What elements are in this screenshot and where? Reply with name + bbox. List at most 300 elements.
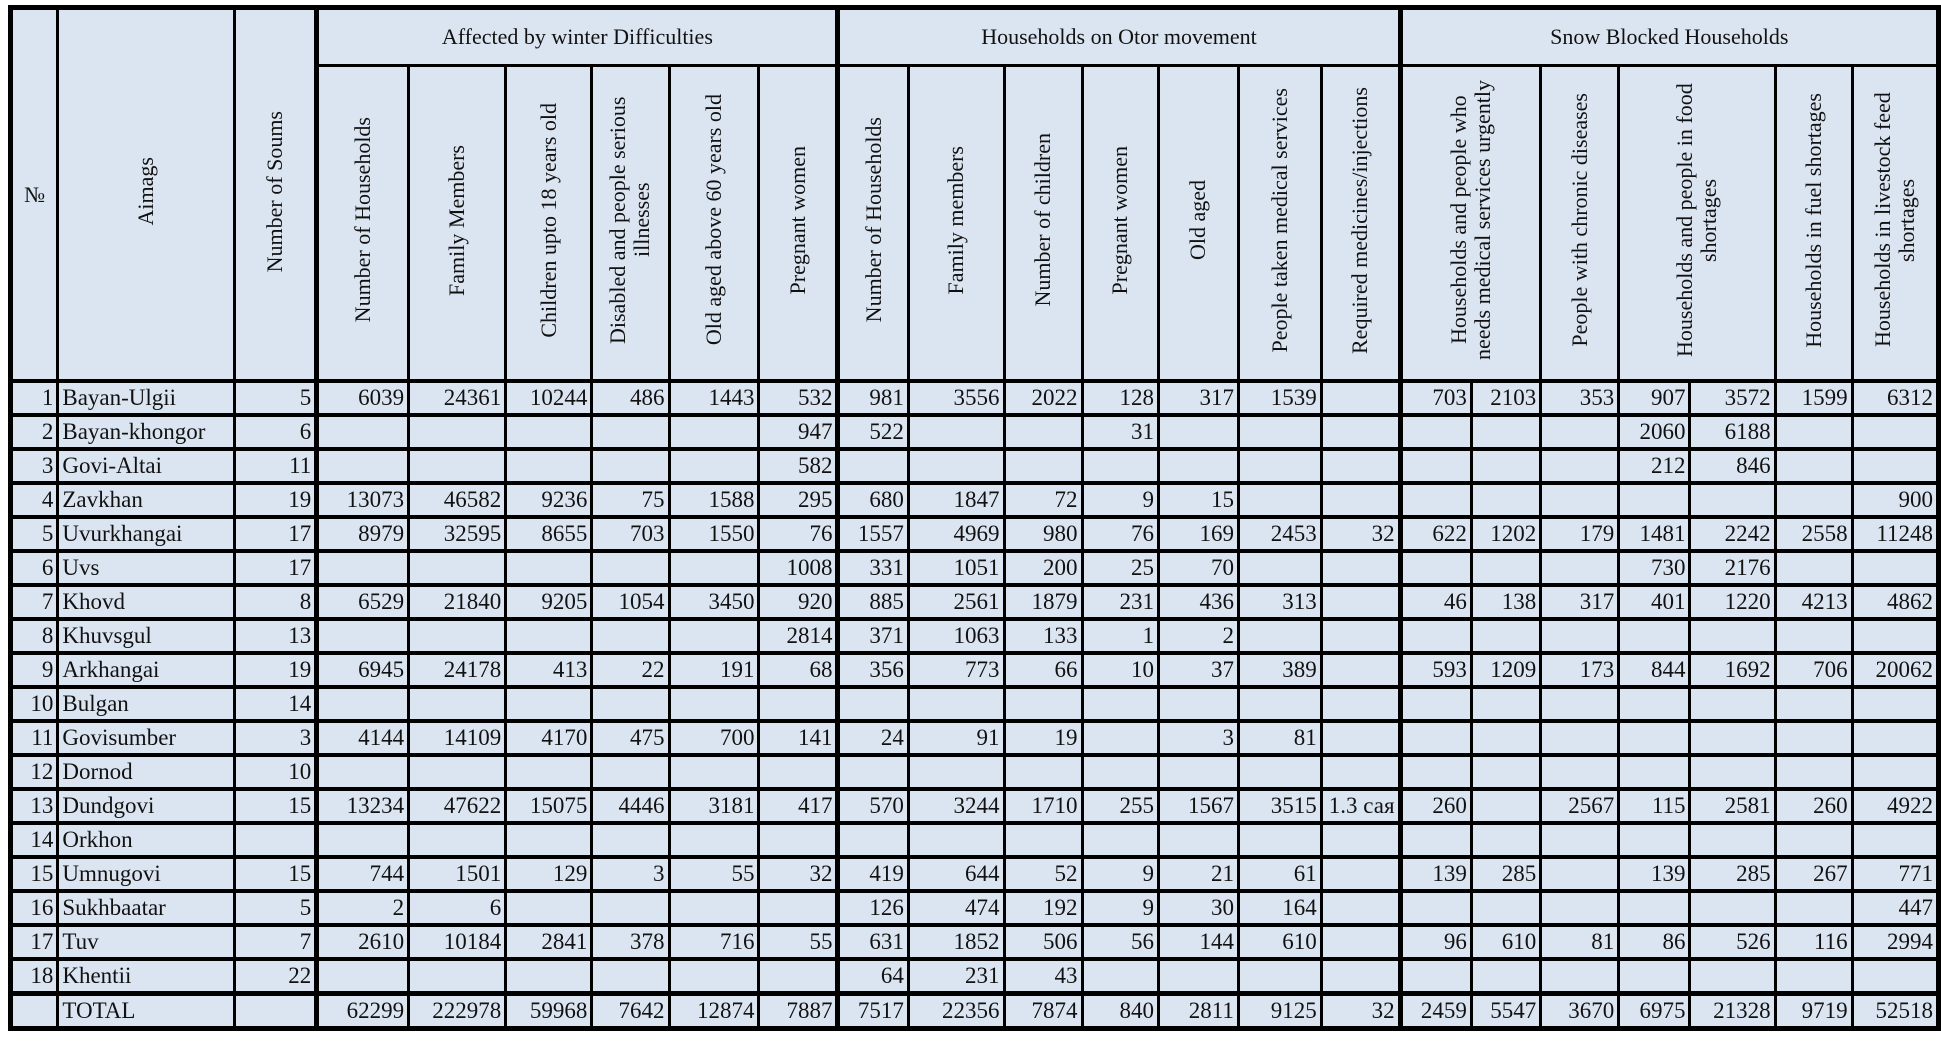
table-cell: 1847 bbox=[908, 483, 1004, 517]
table-cell: 192 bbox=[1004, 891, 1082, 925]
table-cell bbox=[1238, 619, 1321, 653]
table-cell: 1692 bbox=[1690, 653, 1775, 687]
table-cell bbox=[1541, 619, 1619, 653]
table-cell: 593 bbox=[1400, 653, 1471, 687]
table-cell: 2994 bbox=[1852, 925, 1938, 959]
table-cell bbox=[1775, 721, 1852, 755]
table-cell: 401 bbox=[1619, 585, 1690, 619]
table-cell bbox=[1690, 959, 1775, 994]
table-cell bbox=[409, 551, 506, 585]
table-cell bbox=[1471, 483, 1540, 517]
table-cell: 12874 bbox=[669, 994, 759, 1029]
header-affected-disabled: Disabled and people serious illnesses bbox=[592, 66, 669, 382]
table-cell: 631 bbox=[838, 925, 908, 959]
table-cell: 19 bbox=[235, 653, 317, 687]
table-cell bbox=[1321, 551, 1400, 585]
table-cell: 610 bbox=[1471, 925, 1540, 959]
table-cell: 1539 bbox=[1238, 381, 1321, 415]
table-cell: 15 bbox=[235, 857, 317, 891]
table-cell: 64 bbox=[838, 959, 908, 994]
table-cell: 22 bbox=[592, 653, 669, 687]
table-cell: 76 bbox=[759, 517, 838, 551]
table-cell: 21 bbox=[1159, 857, 1239, 891]
table-cell: 4922 bbox=[1852, 789, 1938, 823]
aimag-name: TOTAL bbox=[58, 994, 235, 1029]
table-cell: 8979 bbox=[317, 517, 409, 551]
table-cell: 96 bbox=[1400, 925, 1471, 959]
table-cell bbox=[1159, 687, 1239, 721]
table-cell bbox=[1541, 551, 1619, 585]
table-cell bbox=[317, 755, 409, 789]
table-cell: 3670 bbox=[1541, 994, 1619, 1029]
table-cell bbox=[1471, 449, 1540, 483]
table-cell bbox=[1321, 619, 1400, 653]
header-snow-fuel: Households in fuel shortages bbox=[1775, 66, 1852, 382]
table-cell: 9205 bbox=[506, 585, 592, 619]
header-affected-old: Old aged above 60 years old bbox=[669, 66, 759, 382]
row-number: 3 bbox=[11, 449, 58, 483]
table-cell bbox=[1775, 687, 1852, 721]
table-cell: 1852 bbox=[908, 925, 1004, 959]
table-cell: 5 bbox=[235, 891, 317, 925]
header-affected-family: Family Members bbox=[409, 66, 506, 382]
table-cell: 37 bbox=[1159, 653, 1239, 687]
table-cell: 506 bbox=[1004, 925, 1082, 959]
table-cell bbox=[409, 415, 506, 449]
table-cell bbox=[1321, 687, 1400, 721]
table-cell: 3572 bbox=[1690, 381, 1775, 415]
table-cell bbox=[1400, 415, 1471, 449]
table-cell: 19 bbox=[235, 483, 317, 517]
table-cell bbox=[669, 755, 759, 789]
header-otor-old: Old aged bbox=[1159, 66, 1239, 382]
table-cell: 19 bbox=[1004, 721, 1082, 755]
table-cell bbox=[1852, 959, 1938, 994]
table-cell: 1879 bbox=[1004, 585, 1082, 619]
table-cell bbox=[1004, 415, 1082, 449]
table-cell bbox=[1400, 959, 1471, 994]
table-cell: 417 bbox=[759, 789, 838, 823]
row-number: 11 bbox=[11, 721, 58, 755]
table-cell bbox=[1619, 755, 1690, 789]
table-cell: 1.3 сая bbox=[1321, 789, 1400, 823]
table-cell bbox=[1400, 551, 1471, 585]
table-cell: 10244 bbox=[506, 381, 592, 415]
table-cell bbox=[592, 687, 669, 721]
table-cell: 52518 bbox=[1852, 994, 1938, 1029]
table-cell: 13234 bbox=[317, 789, 409, 823]
table-row bbox=[11, 687, 1939, 721]
table-cell bbox=[1321, 755, 1400, 789]
table-cell: 10184 bbox=[409, 925, 506, 959]
table-cell bbox=[1159, 415, 1239, 449]
total-row bbox=[11, 994, 1939, 1029]
table-cell bbox=[1082, 721, 1159, 755]
table-cell bbox=[908, 415, 1004, 449]
table-cell bbox=[1400, 483, 1471, 517]
table-cell: 9 bbox=[1082, 891, 1159, 925]
table-cell: 5 bbox=[235, 381, 317, 415]
table-cell: 4446 bbox=[592, 789, 669, 823]
table-cell: 17 bbox=[235, 551, 317, 585]
table-cell bbox=[1004, 823, 1082, 857]
table-cell: 2567 bbox=[1541, 789, 1619, 823]
table-cell: 353 bbox=[1541, 381, 1619, 415]
table-cell: 141 bbox=[759, 721, 838, 755]
table-cell: 582 bbox=[759, 449, 838, 483]
table-cell: 70 bbox=[1159, 551, 1239, 585]
row-number: 2 bbox=[11, 415, 58, 449]
table-cell: 3450 bbox=[669, 585, 759, 619]
header-otor-medical: People taken medical services bbox=[1238, 66, 1321, 382]
table-cell bbox=[1321, 891, 1400, 925]
table-cell: 3 bbox=[592, 857, 669, 891]
header-affected-children: Children upto 18 years old bbox=[506, 66, 592, 382]
table-cell: 260 bbox=[1400, 789, 1471, 823]
table-cell bbox=[1400, 721, 1471, 755]
table-cell bbox=[1541, 483, 1619, 517]
table-cell: 43 bbox=[1004, 959, 1082, 994]
table-cell bbox=[759, 755, 838, 789]
table-cell bbox=[317, 415, 409, 449]
table-row bbox=[11, 619, 1939, 653]
header-snow-chronic: People with chronic diseases bbox=[1541, 66, 1619, 382]
table-cell: 419 bbox=[838, 857, 908, 891]
table-cell: 24 bbox=[838, 721, 908, 755]
table-row bbox=[11, 721, 1939, 755]
aimag-name: Dundgovi bbox=[58, 789, 235, 823]
table-cell bbox=[1321, 721, 1400, 755]
row-number: 15 bbox=[11, 857, 58, 891]
table-cell bbox=[1541, 959, 1619, 994]
header-affected-pregnant: Pregnant women bbox=[759, 66, 838, 382]
table-cell bbox=[1471, 755, 1540, 789]
table-cell bbox=[908, 755, 1004, 789]
row-number: 8 bbox=[11, 619, 58, 653]
header-no: № bbox=[11, 8, 58, 382]
table-cell: 212 bbox=[1619, 449, 1690, 483]
table-cell: 169 bbox=[1159, 517, 1239, 551]
table-cell: 21840 bbox=[409, 585, 506, 619]
table-cell: 76 bbox=[1082, 517, 1159, 551]
table-cell bbox=[1619, 483, 1690, 517]
table-cell: 15075 bbox=[506, 789, 592, 823]
aimag-name: Khovd bbox=[58, 585, 235, 619]
table-cell: 129 bbox=[506, 857, 592, 891]
table-cell: 22 bbox=[235, 959, 317, 994]
table-cell: 6188 bbox=[1690, 415, 1775, 449]
table-cell bbox=[1690, 619, 1775, 653]
table-cell: 200 bbox=[1004, 551, 1082, 585]
table-cell: 8 bbox=[235, 585, 317, 619]
table-row bbox=[11, 755, 1939, 789]
table-cell: 25 bbox=[1082, 551, 1159, 585]
table-cell bbox=[1471, 891, 1540, 925]
table-cell bbox=[908, 823, 1004, 857]
row-number bbox=[11, 994, 58, 1029]
table-cell: 7517 bbox=[838, 994, 908, 1029]
table-cell: 11248 bbox=[1852, 517, 1938, 551]
table-cell: 475 bbox=[592, 721, 669, 755]
header-otor-pregnant: Pregnant women bbox=[1082, 66, 1159, 382]
table-cell bbox=[908, 449, 1004, 483]
table-cell bbox=[1541, 721, 1619, 755]
table-cell bbox=[669, 619, 759, 653]
table-row bbox=[11, 959, 1939, 994]
table-cell bbox=[1321, 653, 1400, 687]
table-cell bbox=[1541, 857, 1619, 891]
table-cell: 1567 bbox=[1159, 789, 1239, 823]
aimag-name: Bayan-khongor bbox=[58, 415, 235, 449]
table-cell: 6945 bbox=[317, 653, 409, 687]
table-cell bbox=[1852, 619, 1938, 653]
table-cell bbox=[1159, 449, 1239, 483]
table-cell: 610 bbox=[1238, 925, 1321, 959]
table-cell: 730 bbox=[1619, 551, 1690, 585]
table-cell bbox=[1321, 381, 1400, 415]
table-cell bbox=[1852, 755, 1938, 789]
table-cell: 6 bbox=[409, 891, 506, 925]
table-cell: 260 bbox=[1775, 789, 1852, 823]
table-cell bbox=[317, 619, 409, 653]
table-cell: 5547 bbox=[1471, 994, 1540, 1029]
table-cell bbox=[1400, 687, 1471, 721]
table-cell bbox=[669, 449, 759, 483]
table-cell bbox=[1619, 823, 1690, 857]
table-cell bbox=[1619, 687, 1690, 721]
row-number: 9 bbox=[11, 653, 58, 687]
table-cell bbox=[1775, 959, 1852, 994]
table-cell bbox=[409, 755, 506, 789]
table-cell: 1501 bbox=[409, 857, 506, 891]
aimag-name: Zavkhan bbox=[58, 483, 235, 517]
table-cell bbox=[759, 687, 838, 721]
table-cell: 981 bbox=[838, 381, 908, 415]
table-cell: 20062 bbox=[1852, 653, 1938, 687]
table-cell: 532 bbox=[759, 381, 838, 415]
table-cell bbox=[1238, 823, 1321, 857]
table-cell: 8655 bbox=[506, 517, 592, 551]
table-cell bbox=[506, 551, 592, 585]
table-cell bbox=[1321, 483, 1400, 517]
table-cell: 703 bbox=[592, 517, 669, 551]
table-cell: 128 bbox=[1082, 381, 1159, 415]
table-cell bbox=[1159, 755, 1239, 789]
table-cell: 773 bbox=[908, 653, 1004, 687]
table-cell bbox=[1541, 687, 1619, 721]
table-cell: 22356 bbox=[908, 994, 1004, 1029]
table-cell bbox=[1471, 415, 1540, 449]
table-cell: 61 bbox=[1238, 857, 1321, 891]
table-cell bbox=[1541, 415, 1619, 449]
table-cell: 947 bbox=[759, 415, 838, 449]
table-cell bbox=[592, 619, 669, 653]
table-cell: 222978 bbox=[409, 994, 506, 1029]
table-cell: 91 bbox=[908, 721, 1004, 755]
table-cell: 2 bbox=[317, 891, 409, 925]
table-cell bbox=[1541, 891, 1619, 925]
table-cell: 285 bbox=[1471, 857, 1540, 891]
table-cell: 1063 bbox=[908, 619, 1004, 653]
table-cell: 356 bbox=[838, 653, 908, 687]
table-cell bbox=[506, 959, 592, 994]
table-cell: 31 bbox=[1082, 415, 1159, 449]
table-cell: 86 bbox=[1619, 925, 1690, 959]
table-cell bbox=[1541, 449, 1619, 483]
aimag-name: Dornod bbox=[58, 755, 235, 789]
table-cell bbox=[1690, 755, 1775, 789]
table-cell: 231 bbox=[908, 959, 1004, 994]
table-cell: 1481 bbox=[1619, 517, 1690, 551]
table-cell: 24361 bbox=[409, 381, 506, 415]
table-cell: 14 bbox=[235, 687, 317, 721]
table-cell bbox=[669, 551, 759, 585]
table-cell bbox=[669, 823, 759, 857]
table-cell: 2022 bbox=[1004, 381, 1082, 415]
table-row bbox=[11, 789, 1939, 823]
table-cell: 522 bbox=[838, 415, 908, 449]
table-row bbox=[11, 517, 1939, 551]
table-cell bbox=[1004, 755, 1082, 789]
table-cell: 15 bbox=[235, 789, 317, 823]
table-cell bbox=[1238, 415, 1321, 449]
table-cell bbox=[1238, 959, 1321, 994]
table-cell bbox=[1852, 415, 1938, 449]
table-cell: 3515 bbox=[1238, 789, 1321, 823]
table-cell: 1220 bbox=[1690, 585, 1775, 619]
table-cell bbox=[409, 449, 506, 483]
table-cell bbox=[1775, 483, 1852, 517]
table-cell bbox=[1690, 721, 1775, 755]
table-cell bbox=[1775, 823, 1852, 857]
table-cell: 46 bbox=[1400, 585, 1471, 619]
table-cell: 1599 bbox=[1775, 381, 1852, 415]
table-cell: 2811 bbox=[1159, 994, 1239, 1029]
table-cell: 389 bbox=[1238, 653, 1321, 687]
table-cell bbox=[1775, 449, 1852, 483]
table-cell: 55 bbox=[759, 925, 838, 959]
table-cell: 126 bbox=[838, 891, 908, 925]
table-cell: 920 bbox=[759, 585, 838, 619]
table-cell bbox=[1321, 415, 1400, 449]
table-cell: 526 bbox=[1690, 925, 1775, 959]
table-cell bbox=[1852, 449, 1938, 483]
aimag-name: Govisumber bbox=[58, 721, 235, 755]
table-cell bbox=[506, 755, 592, 789]
table-cell: 144 bbox=[1159, 925, 1239, 959]
table-cell bbox=[669, 415, 759, 449]
table-cell: 2558 bbox=[1775, 517, 1852, 551]
aimag-name: Khentii bbox=[58, 959, 235, 994]
table-cell bbox=[1775, 891, 1852, 925]
table-cell: 13073 bbox=[317, 483, 409, 517]
table-cell: 231 bbox=[1082, 585, 1159, 619]
table-cell bbox=[1471, 721, 1540, 755]
table-cell: 9719 bbox=[1775, 994, 1852, 1029]
table-cell: 3556 bbox=[908, 381, 1004, 415]
table-cell: 644 bbox=[908, 857, 1004, 891]
table-cell bbox=[669, 891, 759, 925]
table-cell: 716 bbox=[669, 925, 759, 959]
table-cell: 744 bbox=[317, 857, 409, 891]
table-cell bbox=[1321, 959, 1400, 994]
table-cell bbox=[1400, 449, 1471, 483]
table-cell: 680 bbox=[838, 483, 908, 517]
table-cell: 24178 bbox=[409, 653, 506, 687]
table-cell bbox=[592, 891, 669, 925]
table-row bbox=[11, 415, 1939, 449]
aimag-name: Khuvsgul bbox=[58, 619, 235, 653]
table-cell: 285 bbox=[1690, 857, 1775, 891]
table-cell bbox=[592, 823, 669, 857]
table-cell: 4170 bbox=[506, 721, 592, 755]
table-cell: 486 bbox=[592, 381, 669, 415]
table-cell: 2 bbox=[1159, 619, 1239, 653]
table-cell bbox=[1238, 755, 1321, 789]
table-cell: 47622 bbox=[409, 789, 506, 823]
table-cell: 10 bbox=[1082, 653, 1159, 687]
table-cell: 68 bbox=[759, 653, 838, 687]
table-cell: 3181 bbox=[669, 789, 759, 823]
table-cell bbox=[506, 415, 592, 449]
table-row bbox=[11, 653, 1939, 687]
table-cell bbox=[1159, 823, 1239, 857]
table-cell: 7642 bbox=[592, 994, 669, 1029]
aimag-name: Bayan-Ulgii bbox=[58, 381, 235, 415]
table-row bbox=[11, 551, 1939, 585]
group-header-snow-blocked: Snow Blocked Households bbox=[1400, 8, 1938, 66]
table-cell: 9 bbox=[1082, 483, 1159, 517]
table-cell bbox=[1004, 449, 1082, 483]
table-cell: 138 bbox=[1471, 585, 1540, 619]
table-cell: 1 bbox=[1082, 619, 1159, 653]
table-cell bbox=[669, 687, 759, 721]
table-cell: 7 bbox=[235, 925, 317, 959]
table-cell bbox=[1619, 959, 1690, 994]
table-cell: 2453 bbox=[1238, 517, 1321, 551]
table-cell bbox=[1690, 891, 1775, 925]
table-cell: 840 bbox=[1082, 994, 1159, 1029]
table-cell bbox=[669, 959, 759, 994]
header-snow-feed: Households in livestock feed shortages bbox=[1852, 66, 1938, 382]
table-cell bbox=[1775, 551, 1852, 585]
table-cell bbox=[1400, 891, 1471, 925]
table-cell: 6312 bbox=[1852, 381, 1938, 415]
row-number: 5 bbox=[11, 517, 58, 551]
table-cell bbox=[409, 959, 506, 994]
table-cell: 62299 bbox=[317, 994, 409, 1029]
table-cell: 844 bbox=[1619, 653, 1690, 687]
row-number: 6 bbox=[11, 551, 58, 585]
table-cell: 14109 bbox=[409, 721, 506, 755]
table-cell: 164 bbox=[1238, 891, 1321, 925]
table-cell bbox=[1690, 687, 1775, 721]
table-cell bbox=[235, 994, 317, 1029]
table-cell bbox=[1619, 619, 1690, 653]
table-cell: 295 bbox=[759, 483, 838, 517]
table-cell: 173 bbox=[1541, 653, 1619, 687]
table-cell: 1008 bbox=[759, 551, 838, 585]
table-cell: 474 bbox=[908, 891, 1004, 925]
table-cell bbox=[1238, 449, 1321, 483]
table-cell: 2242 bbox=[1690, 517, 1775, 551]
table-cell bbox=[317, 687, 409, 721]
table-cell bbox=[1321, 449, 1400, 483]
table-cell: 32 bbox=[1321, 517, 1400, 551]
table-cell bbox=[1541, 755, 1619, 789]
table-cell bbox=[1471, 619, 1540, 653]
table-cell: 59968 bbox=[506, 994, 592, 1029]
